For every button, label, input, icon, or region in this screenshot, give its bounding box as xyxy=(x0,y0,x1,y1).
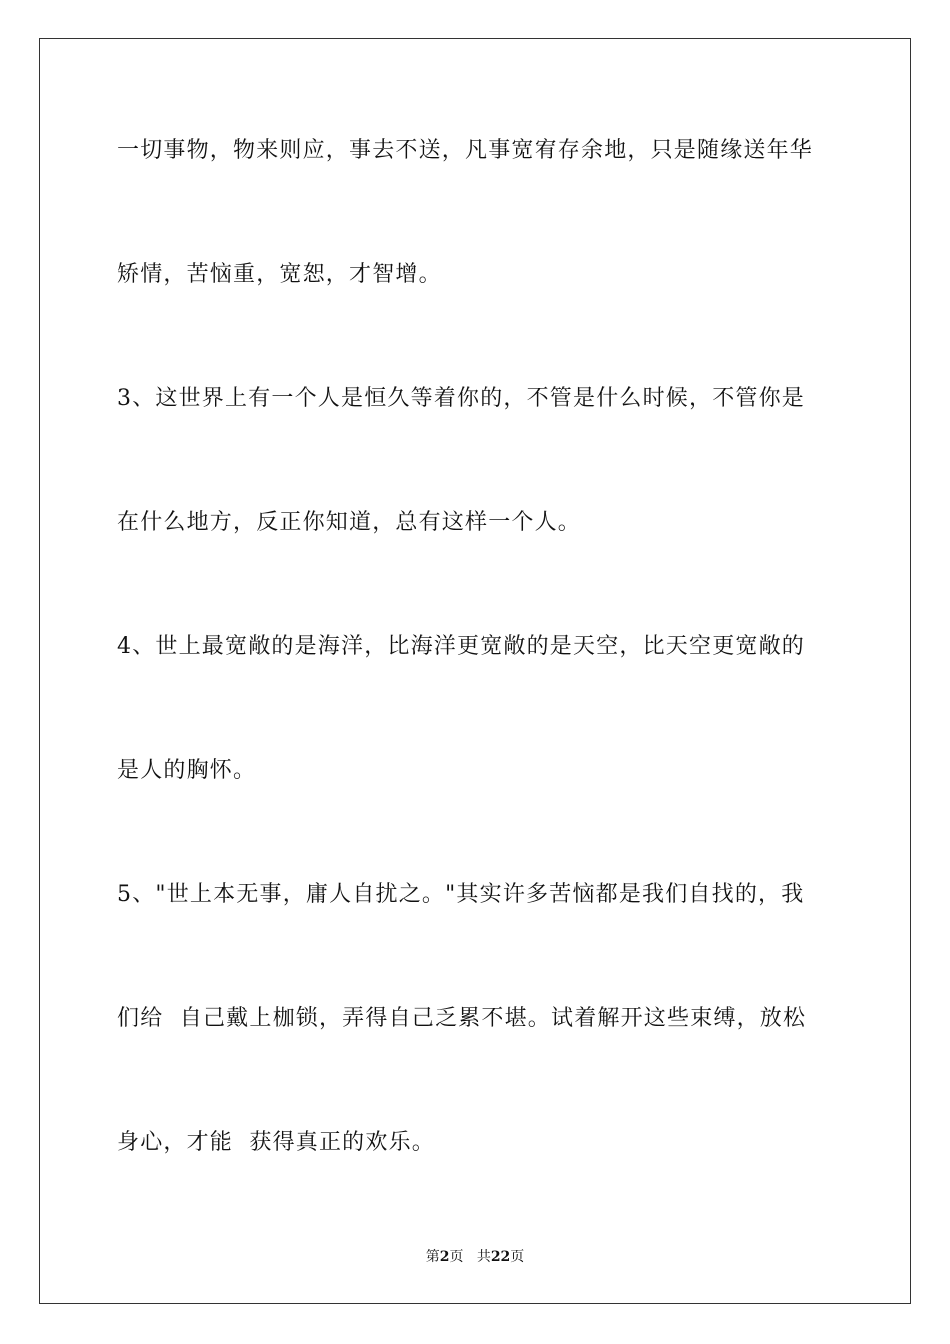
paragraph-line-3: 3、这世界上有一个人是恒久等着你的，不管是什么时候，不管你是 xyxy=(117,386,805,411)
total-pages: 22 xyxy=(490,1249,511,1265)
page-prefix: 第 xyxy=(425,1249,440,1265)
paragraph-line-8: 们给 自己戴上枷锁，弄得自己乏累不堪。试着解开这些束缚，放松 xyxy=(117,1006,807,1031)
paragraph-line-6: 是人的胸怀。 xyxy=(117,758,257,783)
page-number: 2 xyxy=(439,1249,450,1265)
paragraph-line-2: 矫情，苦恼重，宽恕，才智增。 xyxy=(117,262,442,287)
paragraph-line-9: 身心，才能 获得真正的欢乐。 xyxy=(117,1130,435,1155)
page-suffix: 页 xyxy=(449,1249,464,1265)
page-footer xyxy=(0,1248,950,1266)
paragraph-line-1: 一切事物，物来则应，事去不送，凡事宽宥存余地，只是随缘送年华 xyxy=(117,138,814,163)
paragraph-line-4: 在什么地方，反正你知道，总有这样一个人。 xyxy=(117,510,582,535)
paragraph-line-7: 5、"世上本无事，庸人自扰之。"其实许多苦恼都是我们自找的，我 xyxy=(117,882,805,907)
page-frame xyxy=(39,38,911,1304)
paragraph-line-5: 4、世上最宽敞的是海洋，比海洋更宽敞的是天空，比天空更宽敞的 xyxy=(117,634,805,659)
total-prefix: 共 xyxy=(476,1249,491,1265)
total-suffix: 页 xyxy=(510,1249,525,1265)
